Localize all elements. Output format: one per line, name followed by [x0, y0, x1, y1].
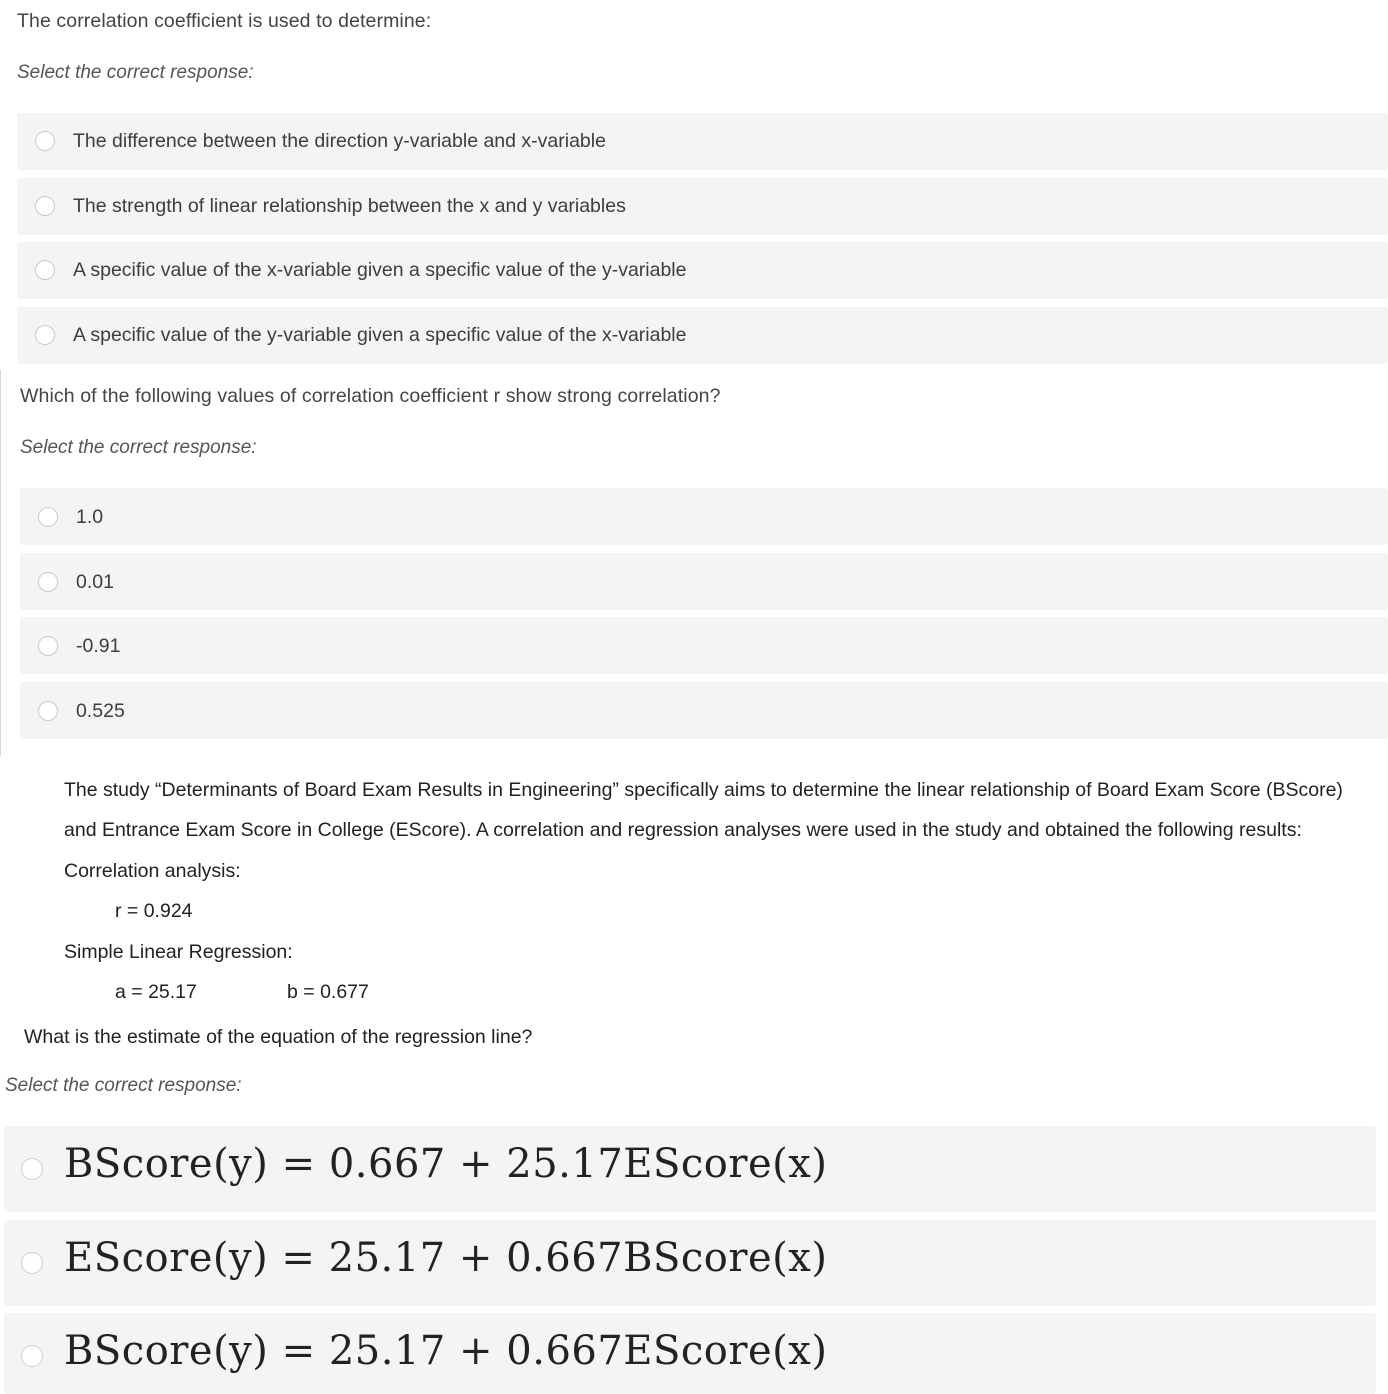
study-description-line1: The study “Determinants of Board Exam Results in Engineering” specifically aims to determine the linear relationship of Board Exam Score (BScore)	[64, 779, 1343, 801]
regression-heading: Simple Linear Regression:	[64, 941, 293, 963]
q1-option-2[interactable]	[17, 178, 1388, 235]
q3-option-2-equation: EScore(y) = 25.17 + 0.667BScore(x)	[64, 1235, 828, 1281]
r-value: r = 0.924	[115, 900, 193, 922]
radio-button[interactable]	[21, 1158, 43, 1180]
radio-button[interactable]	[21, 1345, 43, 1367]
q2-option-4-label: 0.525	[76, 700, 125, 722]
q2-option-2[interactable]	[20, 553, 1388, 610]
q3-option-1-equation: BScore(y) = 0.667 + 25.17EScore(x)	[64, 1141, 828, 1187]
b-value: b = 0.677	[287, 981, 369, 1003]
q1-option-4-label: A specific value of the y-variable given a specific value of the x-variable	[73, 324, 687, 346]
q1-option-4[interactable]	[17, 307, 1388, 364]
q3-option-2[interactable]	[4, 1220, 1376, 1306]
divider	[0, 370, 1, 756]
radio-button[interactable]	[35, 131, 55, 151]
q2-option-1[interactable]	[20, 488, 1388, 545]
q1-option-2-label: The strength of linear relationship between the x and y variables	[73, 195, 626, 217]
radio-button[interactable]	[21, 1252, 43, 1274]
q3-question: What is the estimate of the equation of the regression line?	[24, 1026, 533, 1048]
q1-option-3[interactable]	[17, 242, 1388, 299]
correlation-heading: Correlation analysis:	[64, 860, 241, 882]
study-description-line2: and Entrance Exam Score in College (EScore). A correlation and regression analyses were used in the study and obtained the following results:	[64, 819, 1302, 841]
radio-button[interactable]	[35, 325, 55, 345]
q1-option-1-label: The difference between the direction y-variable and x-variable	[73, 130, 606, 152]
q2-option-2-label: 0.01	[76, 571, 114, 593]
q1-instruction: Select the correct response:	[17, 62, 254, 83]
q3-option-3[interactable]	[4, 1313, 1376, 1394]
radio-button[interactable]	[38, 701, 58, 721]
q1-question: The correlation coefficient is used to determine:	[17, 10, 432, 32]
q1-option-1[interactable]	[17, 113, 1388, 170]
q3-option-1[interactable]	[4, 1126, 1376, 1212]
radio-button[interactable]	[35, 196, 55, 216]
radio-button[interactable]	[35, 260, 55, 280]
q1-option-3-label: A specific value of the x-variable given a specific value of the y-variable	[73, 259, 687, 281]
q2-instruction: Select the correct response:	[20, 437, 257, 458]
radio-button[interactable]	[38, 636, 58, 656]
q2-option-3[interactable]	[20, 617, 1388, 674]
a-value: a = 25.17	[115, 981, 197, 1003]
q3-instruction: Select the correct response:	[5, 1075, 242, 1096]
q2-question: Which of the following values of correlation coefficient r show strong correlation?	[20, 385, 721, 407]
q2-option-4[interactable]	[20, 682, 1388, 739]
q2-option-1-label: 1.0	[76, 506, 104, 528]
q3-option-3-equation: BScore(y) = 25.17 + 0.667EScore(x)	[64, 1328, 828, 1374]
radio-button[interactable]	[38, 572, 58, 592]
q2-option-3-label: -0.91	[76, 635, 121, 657]
radio-button[interactable]	[38, 507, 58, 527]
